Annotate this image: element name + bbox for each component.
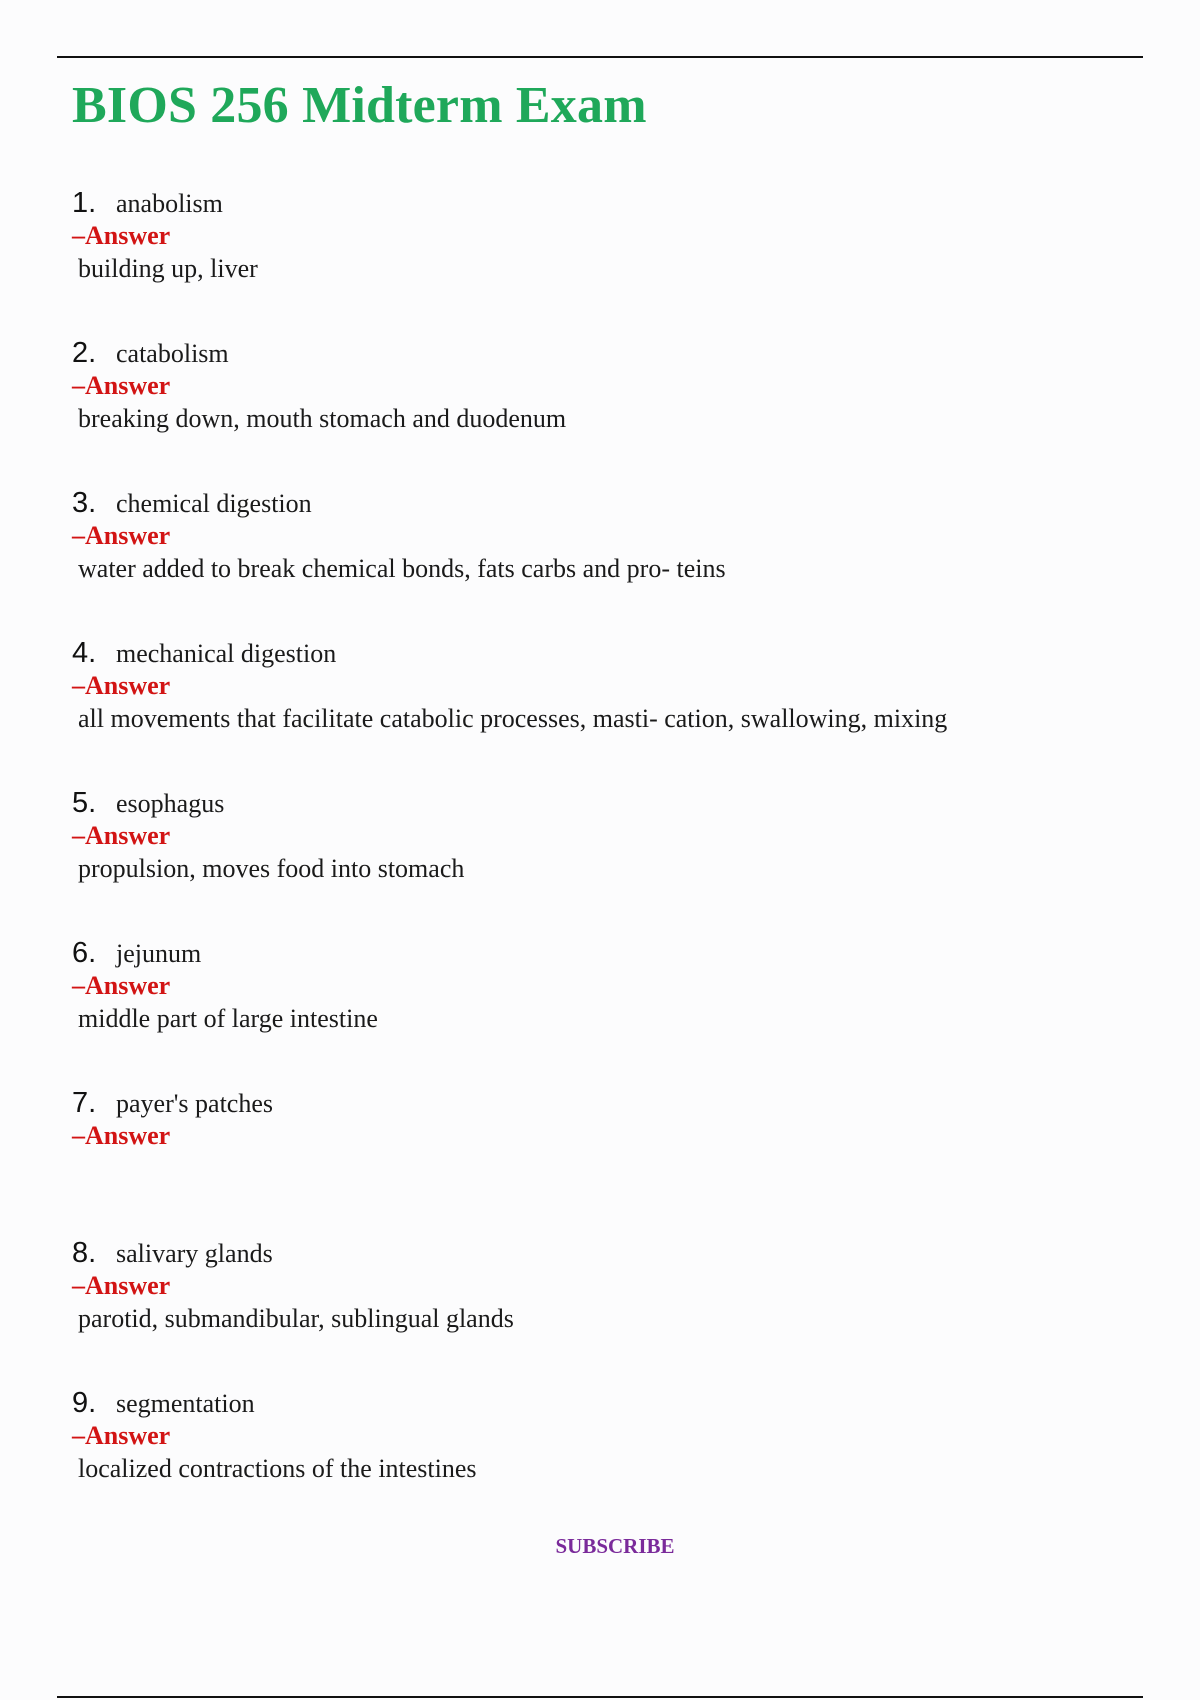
answer-label: –Answer (72, 821, 171, 850)
answer-text: middle part of large intestine (78, 1004, 378, 1033)
question-item (72, 1086, 1132, 1236)
answer-label: –Answer (72, 1421, 171, 1450)
top-rule (57, 56, 1143, 58)
question-term: jejunum (116, 939, 202, 968)
bottom-rule (57, 1696, 1143, 1698)
question-item (72, 1236, 1132, 1386)
question-term-line (72, 1236, 1132, 1270)
answer-label: –Answer (72, 1271, 171, 1300)
question-number: 8. (72, 1237, 97, 1269)
answer-text (72, 1152, 1132, 1186)
question-number: 4. (72, 637, 97, 669)
question-number: 9. (72, 1387, 97, 1419)
question-term: mechanical digestion (116, 639, 337, 668)
answer-text: localized contractions of the intestines (78, 1454, 477, 1483)
question-term: chemical digestion (116, 489, 312, 518)
answer-label: –Answer (72, 671, 171, 700)
subscribe-link[interactable]: SUBSCRIBE (555, 1534, 675, 1558)
answer-text: all movements that facilitate catabolic processes, masti- cation, swallowing, mixing (78, 704, 948, 733)
question-term: catabolism (116, 339, 229, 368)
question-item (72, 636, 1132, 786)
answer-text: parotid, submandibular, sublingual glands (78, 1304, 514, 1333)
answer-text: building up, liver (78, 254, 258, 283)
question-term-line (72, 1386, 1132, 1420)
question-term: payer's patches (116, 1089, 274, 1118)
question-term: segmentation (116, 1389, 255, 1418)
question-item (72, 786, 1132, 936)
question-term-line (72, 636, 1132, 670)
question-item (72, 186, 1132, 336)
question-item (72, 1386, 1132, 1536)
question-term-line (72, 936, 1132, 970)
answer-label: –Answer (72, 221, 171, 250)
question-number: 7. (72, 1087, 97, 1119)
question-list (72, 186, 1132, 1536)
question-number: 6. (72, 937, 97, 969)
question-term-line (72, 1086, 1132, 1120)
question-item (72, 936, 1132, 1086)
question-term-line (72, 486, 1132, 520)
answer-text: breaking down, mouth stomach and duodenum (78, 404, 567, 433)
question-number: 3. (72, 487, 97, 519)
answer-label: –Answer (72, 971, 171, 1000)
question-term-line (72, 336, 1132, 370)
question-item (72, 336, 1132, 486)
answer-text: water added to break chemical bonds, fats carbs and pro- teins (78, 554, 726, 583)
page-title: BIOS 256 Midterm Exam (72, 77, 647, 134)
question-number: 5. (72, 787, 97, 819)
question-item (72, 486, 1132, 636)
question-term: salivary glands (116, 1239, 273, 1268)
question-term: anabolism (116, 189, 223, 218)
question-number: 2. (72, 337, 97, 369)
question-number: 1. (72, 187, 97, 219)
answer-text: propulsion, moves food into stomach (78, 854, 465, 883)
answer-label: –Answer (72, 371, 171, 400)
question-term-line (72, 786, 1132, 820)
question-term: esophagus (116, 789, 225, 818)
answer-label: –Answer (72, 1121, 171, 1150)
answer-label: –Answer (72, 521, 171, 550)
question-term-line (72, 186, 1132, 220)
